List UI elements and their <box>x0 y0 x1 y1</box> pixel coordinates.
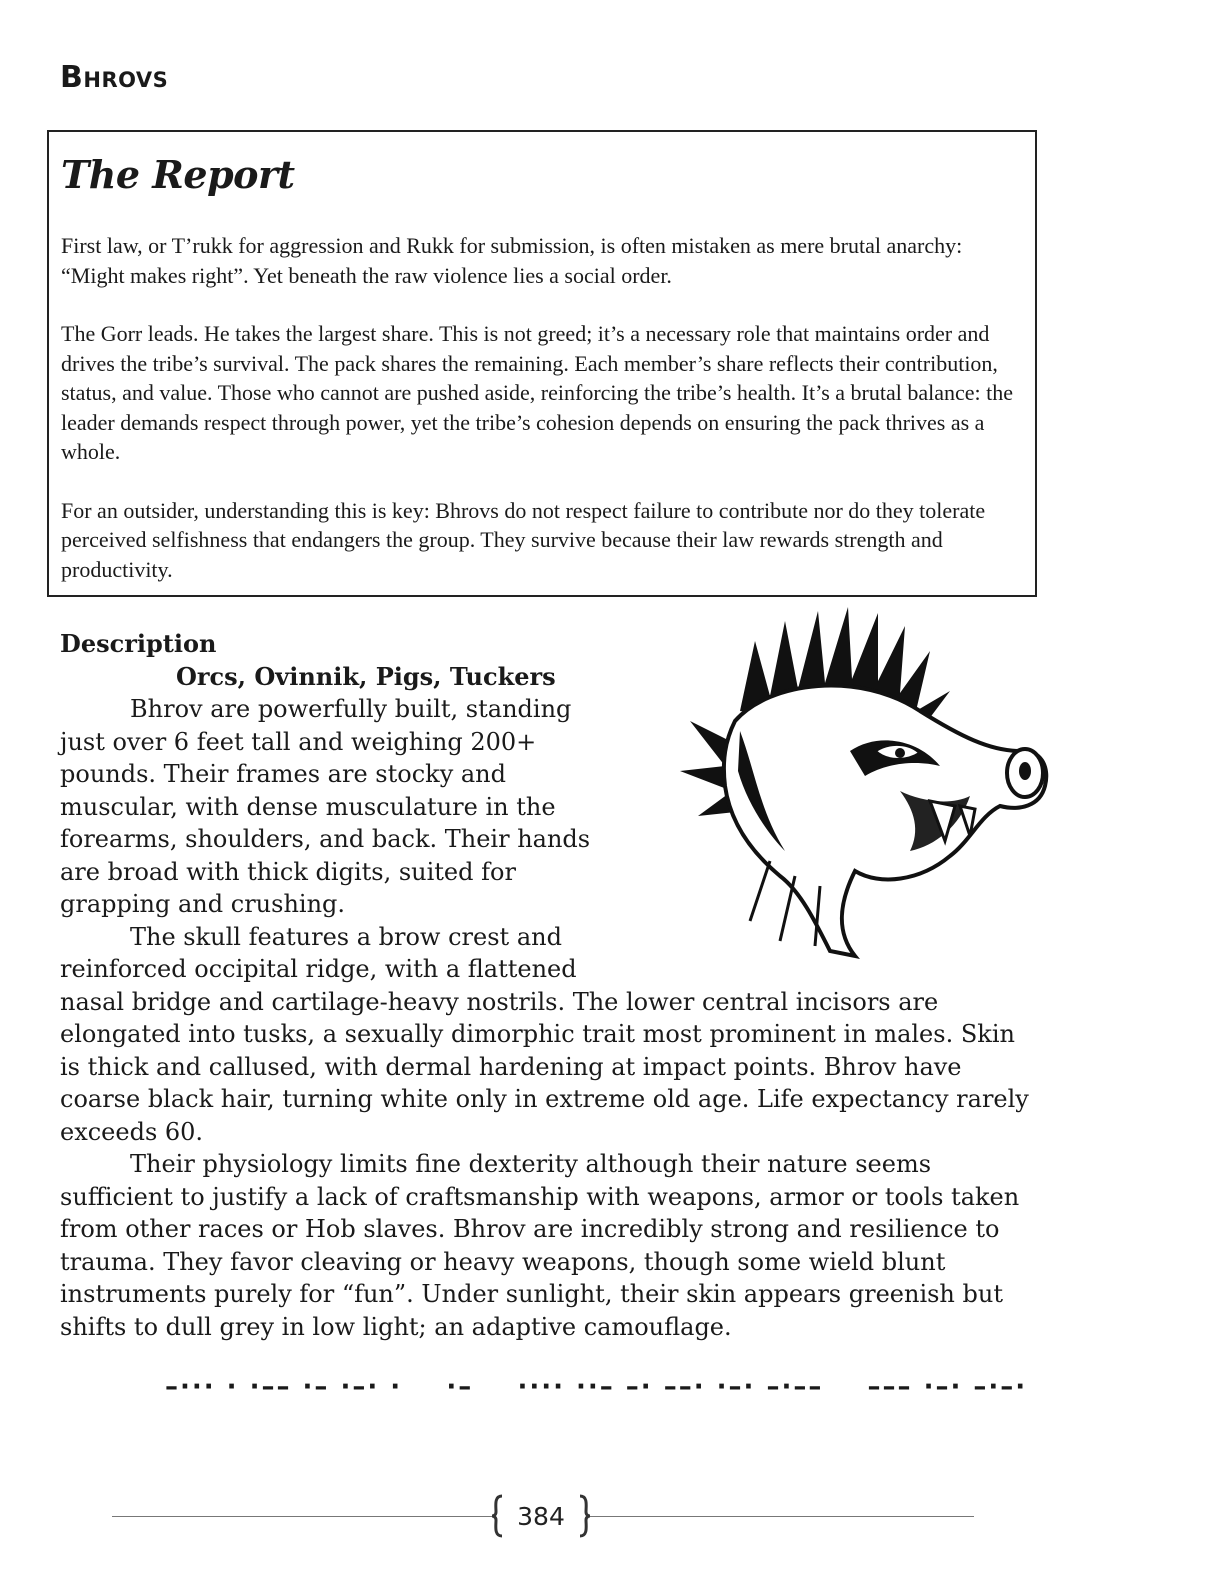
page-number: 384 <box>517 1502 565 1531</box>
description-section <box>60 628 1040 1343</box>
footer-rule-left <box>112 1516 492 1517</box>
bhrov-head-illustration <box>620 601 1060 961</box>
description-paragraph: Bhrov are powerfully built, standing just over 6 feet tall and weighing 200+ pounds. Their frames are stocky and muscular, with dense musculature in the forearms, shoulders, and back. Their hands are broad with thick digits, suited for grapping and crushing. <box>60 695 591 918</box>
report-paragraph: First law, or T’rukk for aggression and Rukk for submission, is often mistaken as mere brutal anarchy: “Might makes right”. Yet beneath the raw violence lies a social order. <box>61 233 963 288</box>
report-box <box>47 130 1037 597</box>
morse-code-line: –··· · ·–– ·– ·–· · ·– ···· ··– –· ––· ·–· –·–– ––– ·–· –·–· <box>165 1372 1028 1402</box>
description-heading: Description <box>60 629 217 658</box>
report-paragraph: The Gorr leads. He takes the largest share. This is not greed; it’s a necessary role that maintains order and drives the tribe’s survival. The pack shares the remaining. Each member’s share reflects their contribution, status, and value. Those who cannot are pushed aside, reinforcing the tribe’s health. It’s a brutal balance: the leader demands respect through power, yet the tribe’s cohesion depends on ensuring the pack thrives as a whole. <box>61 321 1014 464</box>
footer-rule-right <box>590 1516 974 1517</box>
report-paragraph: For an outsider, understanding this is key: Bhrovs do not respect failure to contribute nor do they tolerate perceived selfishness that endangers the group. They survive because their law rewards strength and productivity. <box>61 497 986 582</box>
section-header: Bhrovs <box>60 60 169 95</box>
description-subheading: Orcs, Ovinnik, Pigs, Tuckers <box>176 661 556 691</box>
description-paragraph: Their physiology limits fine dexterity although their nature seems sufficient to justify a lack of craftsmanship with weapons, armor or tools taken from other races or Hob slaves. Bhrov are incredibly strong and resilience to trauma. They favor cleaving or heavy weapons, though some wield blunt instruments purely for “fun”. Under sunlight, their skin appears greenish but shifts to dull grey in low light; an adaptive camouflage. <box>60 1150 1020 1341</box>
description-paragraph: The skull features a brow crest and reinforced occipital ridge, with a flattened nasal bridge and cartilage-heavy nostrils. The lower central incisors are elongated into tusks, a sexually dimorphic trait most prominent in males. Skin is thick and callused, with dermal hardening at impact points. Bhrov have coarse black hair, turning white only in extreme old age. Life expectancy rarely exceeds 60. <box>60 922 1029 1146</box>
report-title: The Report <box>61 152 295 197</box>
page-number-frame <box>492 1494 590 1538</box>
